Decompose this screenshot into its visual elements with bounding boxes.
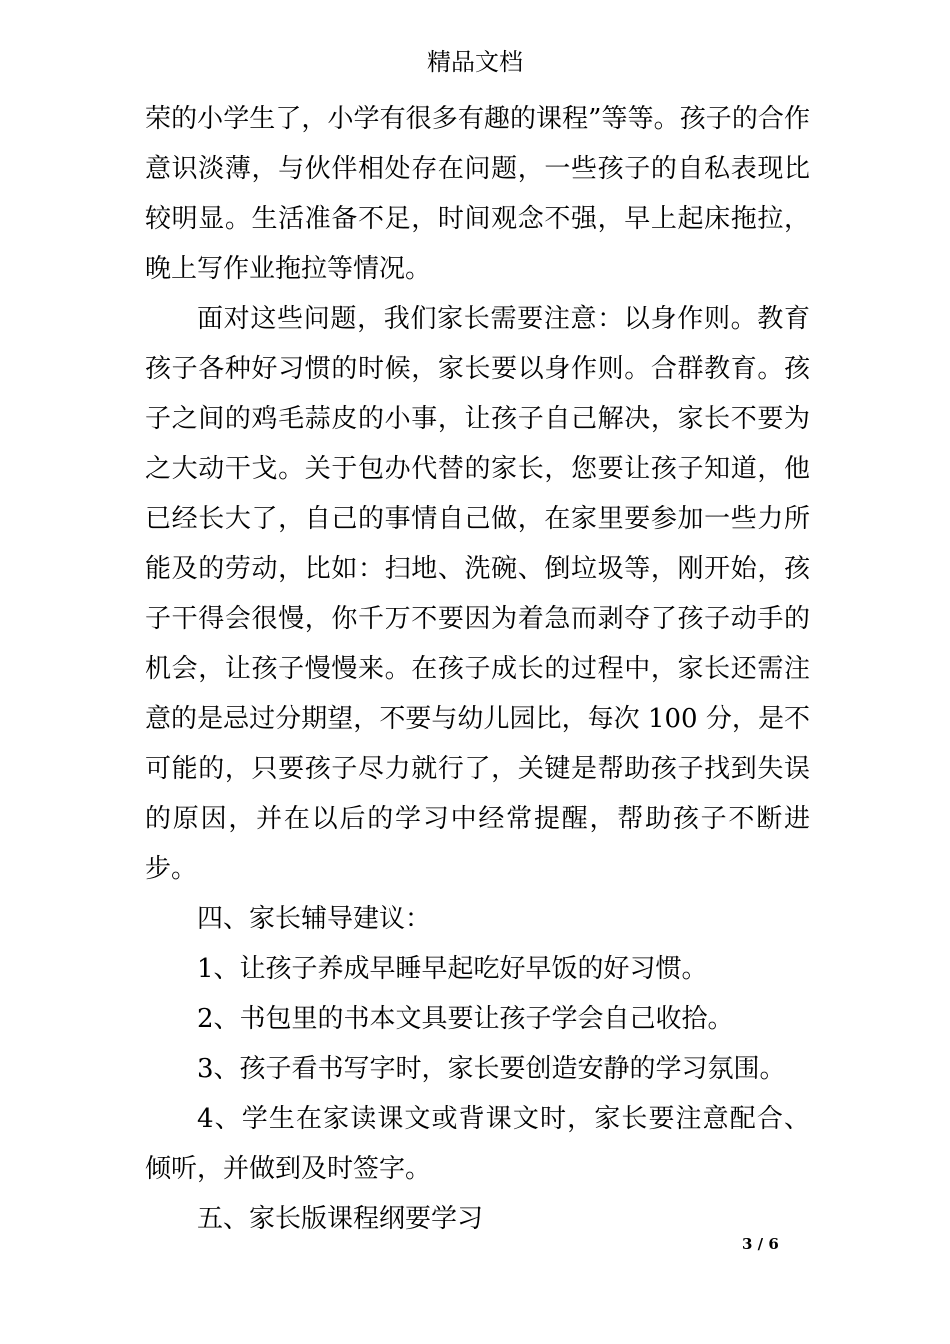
document-body [145, 94, 810, 1244]
list-item-4: 4、学生在家读课文或背课文时，家长要注意配合、倾听，并做到及时签字。 [145, 1104, 810, 1184]
list-item-1: 1、让孩子养成早睡早起吃好早饭的好习惯。 [197, 954, 708, 984]
paragraph-continuation: 荣的小学生了，小学有很多有趣的课程”等等。孩子的合作意识淡薄，与伙伴相处存在问题，一些孩子的自私表现比较明显。生活准备不足，时间观念不强，早上起床拖拉，晚上写作业拖拉等情况。 [145, 104, 810, 284]
section-heading-4: 四、家长辅导建议： [197, 904, 432, 934]
section-heading-5: 五、家长版课程纲要学习 [197, 1204, 484, 1234]
paragraph-parent-guidance: 面对这些问题，我们家长需要注意：以身作则。教育孩子各种好习惯的时候，家长要以身作则。合群教育。孩子之间的鸡毛蒜皮的小事，让孩子自己解决，家长不要为之大动干戈。关于包办代替的家长，您要让孩子知道，他已经长大了，自己的事情自己做，在家里要参加一些力所能及的劳动，比如：扫地、洗碗、倒垃圾等，刚开始，孩子干得会很慢，你千万不要因为着急而剥夺了孩子动手的机会，让孩子慢慢来。在孩子成长的过程中，家长还需注意的是忌过分期望，不要与幼儿园比，每次 100 分，是不可能的，只要孩子尽力就行了，关键是帮助孩子找到失误的原因，并在以后的学习中经常提醒，帮助孩子不断进步。 [145, 304, 810, 884]
list-item-2: 2、书包里的书本文具要让孩子学会自己收拾。 [197, 1004, 734, 1034]
list-item-3: 3、孩子看书写字时，家长要创造安静的学习氛围。 [197, 1054, 786, 1084]
page-header-title: 精品文档 [427, 48, 523, 76]
page-number: 3 / 6 [742, 1235, 779, 1253]
